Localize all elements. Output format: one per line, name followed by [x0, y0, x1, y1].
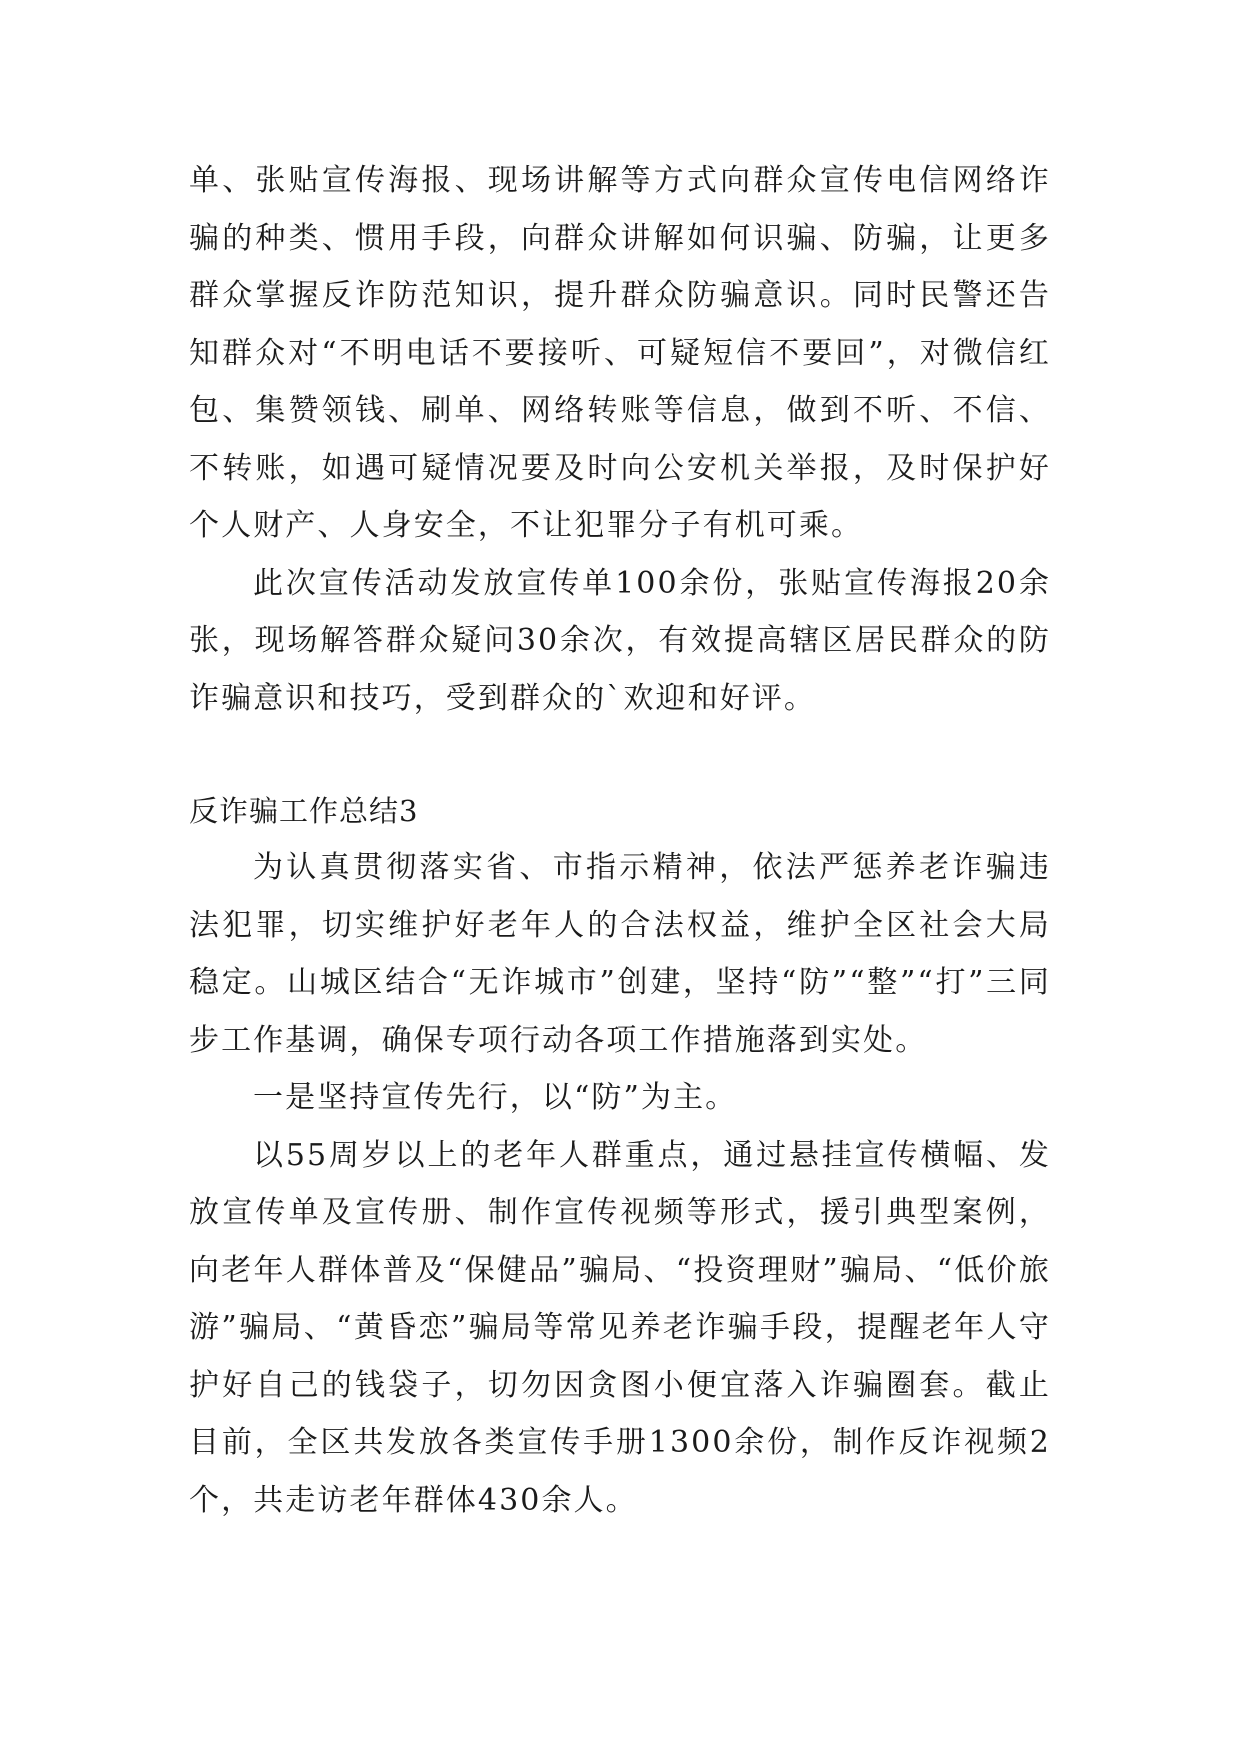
paragraph-point-one: 一是坚持宣传先行，以“防”为主。	[253, 1080, 738, 1115]
paragraph-elderly-outreach: 以55周岁以上的老年人群重点，通过悬挂宣传横幅、发放宣传单及宣传册、制作宣传视频等形式，援引典型案例，向老年人群体普及“保健品”骗局、“投资理财”骗局、“低价旅游”骗局、“黄昏恋”骗局等常见养老诈骗手段，提醒老年人守护好自己的钱袋子，切勿因贪图小便宜落入诈骗圈套。截止目前，全区共发放各类宣传手册1300余份，制作反诈视频2个，共走访老年群体430余人。	[189, 1137, 1051, 1518]
document-page	[189, 152, 1051, 1529]
paragraph-publicity-methods: 单、张贴宣传海报、现场讲解等方式向群众宣传电信网络诈骗的种类、惯用手段，向群众讲解如何识骗、防骗，让更多群众掌握反诈防范知识，提升群众防骗意识。同时民警还告知群众对“不明电话不要接听、可疑短信不要回”，对微信红包、集赞领钱、刷单、网络转账等信息，做到不听、不信、不转账，如遇可疑情况要及时向公安机关举报，及时保护好个人财产、人身安全，不让犯罪分子有机可乘。	[189, 163, 1051, 543]
section-heading: 反诈骗工作总结3	[189, 794, 419, 828]
paragraph-activity-results: 此次宣传活动发放宣传单100余份，张贴宣传海报20余张，现场解答群众疑问30余次，有效提高辖区居民群众的防诈骗意识和技巧，受到群众的`欢迎和好评。	[189, 565, 1051, 716]
paragraph-intro: 为认真贯彻落实省、市指示精神，依法严惩养老诈骗违法犯罪，切实维护好老年人的合法权益，维护全区社会大局稳定。山城区结合“无诈城市”创建，坚持“防”“整”“打”三同步工作基调，确保专项行动各项工作措施落到实处。	[189, 850, 1051, 1058]
